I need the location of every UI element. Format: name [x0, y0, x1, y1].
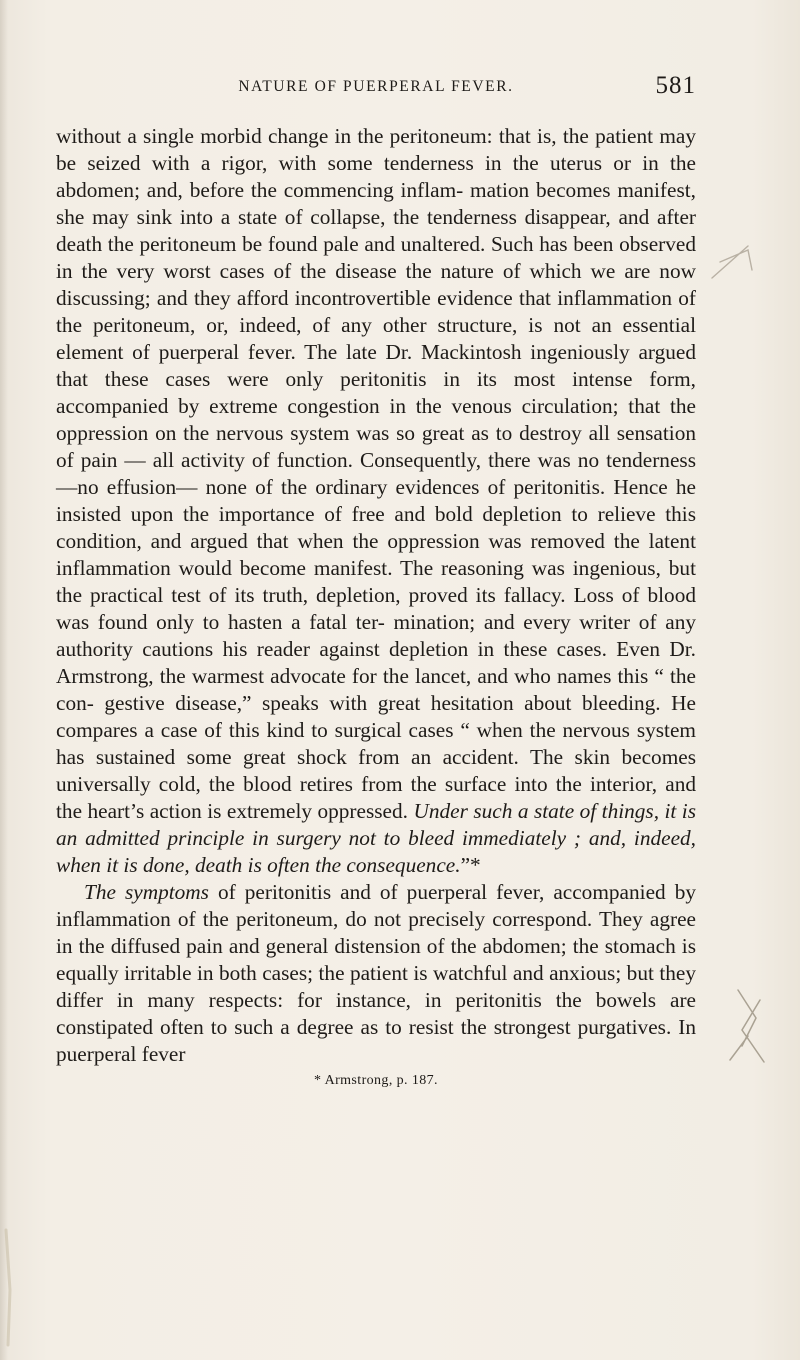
page-edge-shadow	[0, 0, 8, 1360]
paragraph-1-end: ”*	[460, 853, 481, 877]
margin-mark-upper	[712, 246, 752, 278]
body-text	[56, 123, 696, 1068]
running-head: NATURE OF PUERPERAL FEVER.	[238, 78, 514, 95]
margin-mark-lower	[730, 990, 764, 1062]
page-header	[56, 72, 696, 106]
footnote: * Armstrong, p. 187.	[314, 1073, 438, 1088]
paragraph-2-text: of peritonitis and of puerperal fever, accompanied by inflammation of the peritoneum, do not precisely correspond. They agree in the diffused pain and general distension of the abdomen; the stomach is equally irritable in both cases; the patient is watchful and anxious; but they differ in many respects: for instance, in peritonitis the bowels are constipated often to such a degree as to resist the strongest purgatives. In puerperal fever	[56, 880, 696, 1066]
paragraph-1-text: without a single morbid change in the peritoneum: that is, the patient may be seized with a rigor, with some tenderness in the uterus or in the abdomen; and, before the commencing inflam- mation becomes manifest, she may sink into a state of collapse, the tenderness disappear, and after death the peritoneum be found pale and unaltered. Such has been observed in the very worst cases of the disease the nature of which we are now discussing; and they afford incontrovertible evidence that inflammation of the peritoneum, or, indeed, of any other structure, is not an essential element of puerperal fever. The late Dr. Mackintosh ingeniously argued that these cases were only peritonitis in its most intense form, accompanied by extreme congestion in the venous circulation; that the oppression on the nervous system was so great as to destroy all sensation of pain — all activity of function. Consequently, there was no tenderness—no effusion— none of the ordinary evidences of peritonitis. Hence he insisted upon the importance of free and bold depletion to relieve this condition, and argued that when the oppression was removed the latent inflammation would become manifest. The reasoning was ingenious, but the practical test of its truth, depletion, proved its fallacy. Loss of blood was found only to hasten a fatal ter- mination; and every writer of any authority cautions his reader against depletion in these cases. Even Dr. Armstrong, the warmest advocate for the lancet, and who names this “ the con- gestive disease,” speaks with great hesitation about bleeding. He compares a case of this kind to surgical cases “ when the nervous system has sustained some great shock from an accident. The skin becomes universally cold, the blood retires from the surface into the interior, and the heart’s action is extremely oppressed.	[56, 124, 696, 823]
page-number: 581	[655, 72, 696, 99]
paragraph-2-lead: The symptoms	[84, 880, 209, 904]
paragraph-1-italic-quote: Under such a state of things, it is an admitted principle in surgery not to bleed immediately ; and, indeed, when it is done, death is often the consequence.	[56, 799, 697, 877]
paragraph-1	[56, 123, 696, 879]
paragraph-2	[56, 879, 696, 1068]
